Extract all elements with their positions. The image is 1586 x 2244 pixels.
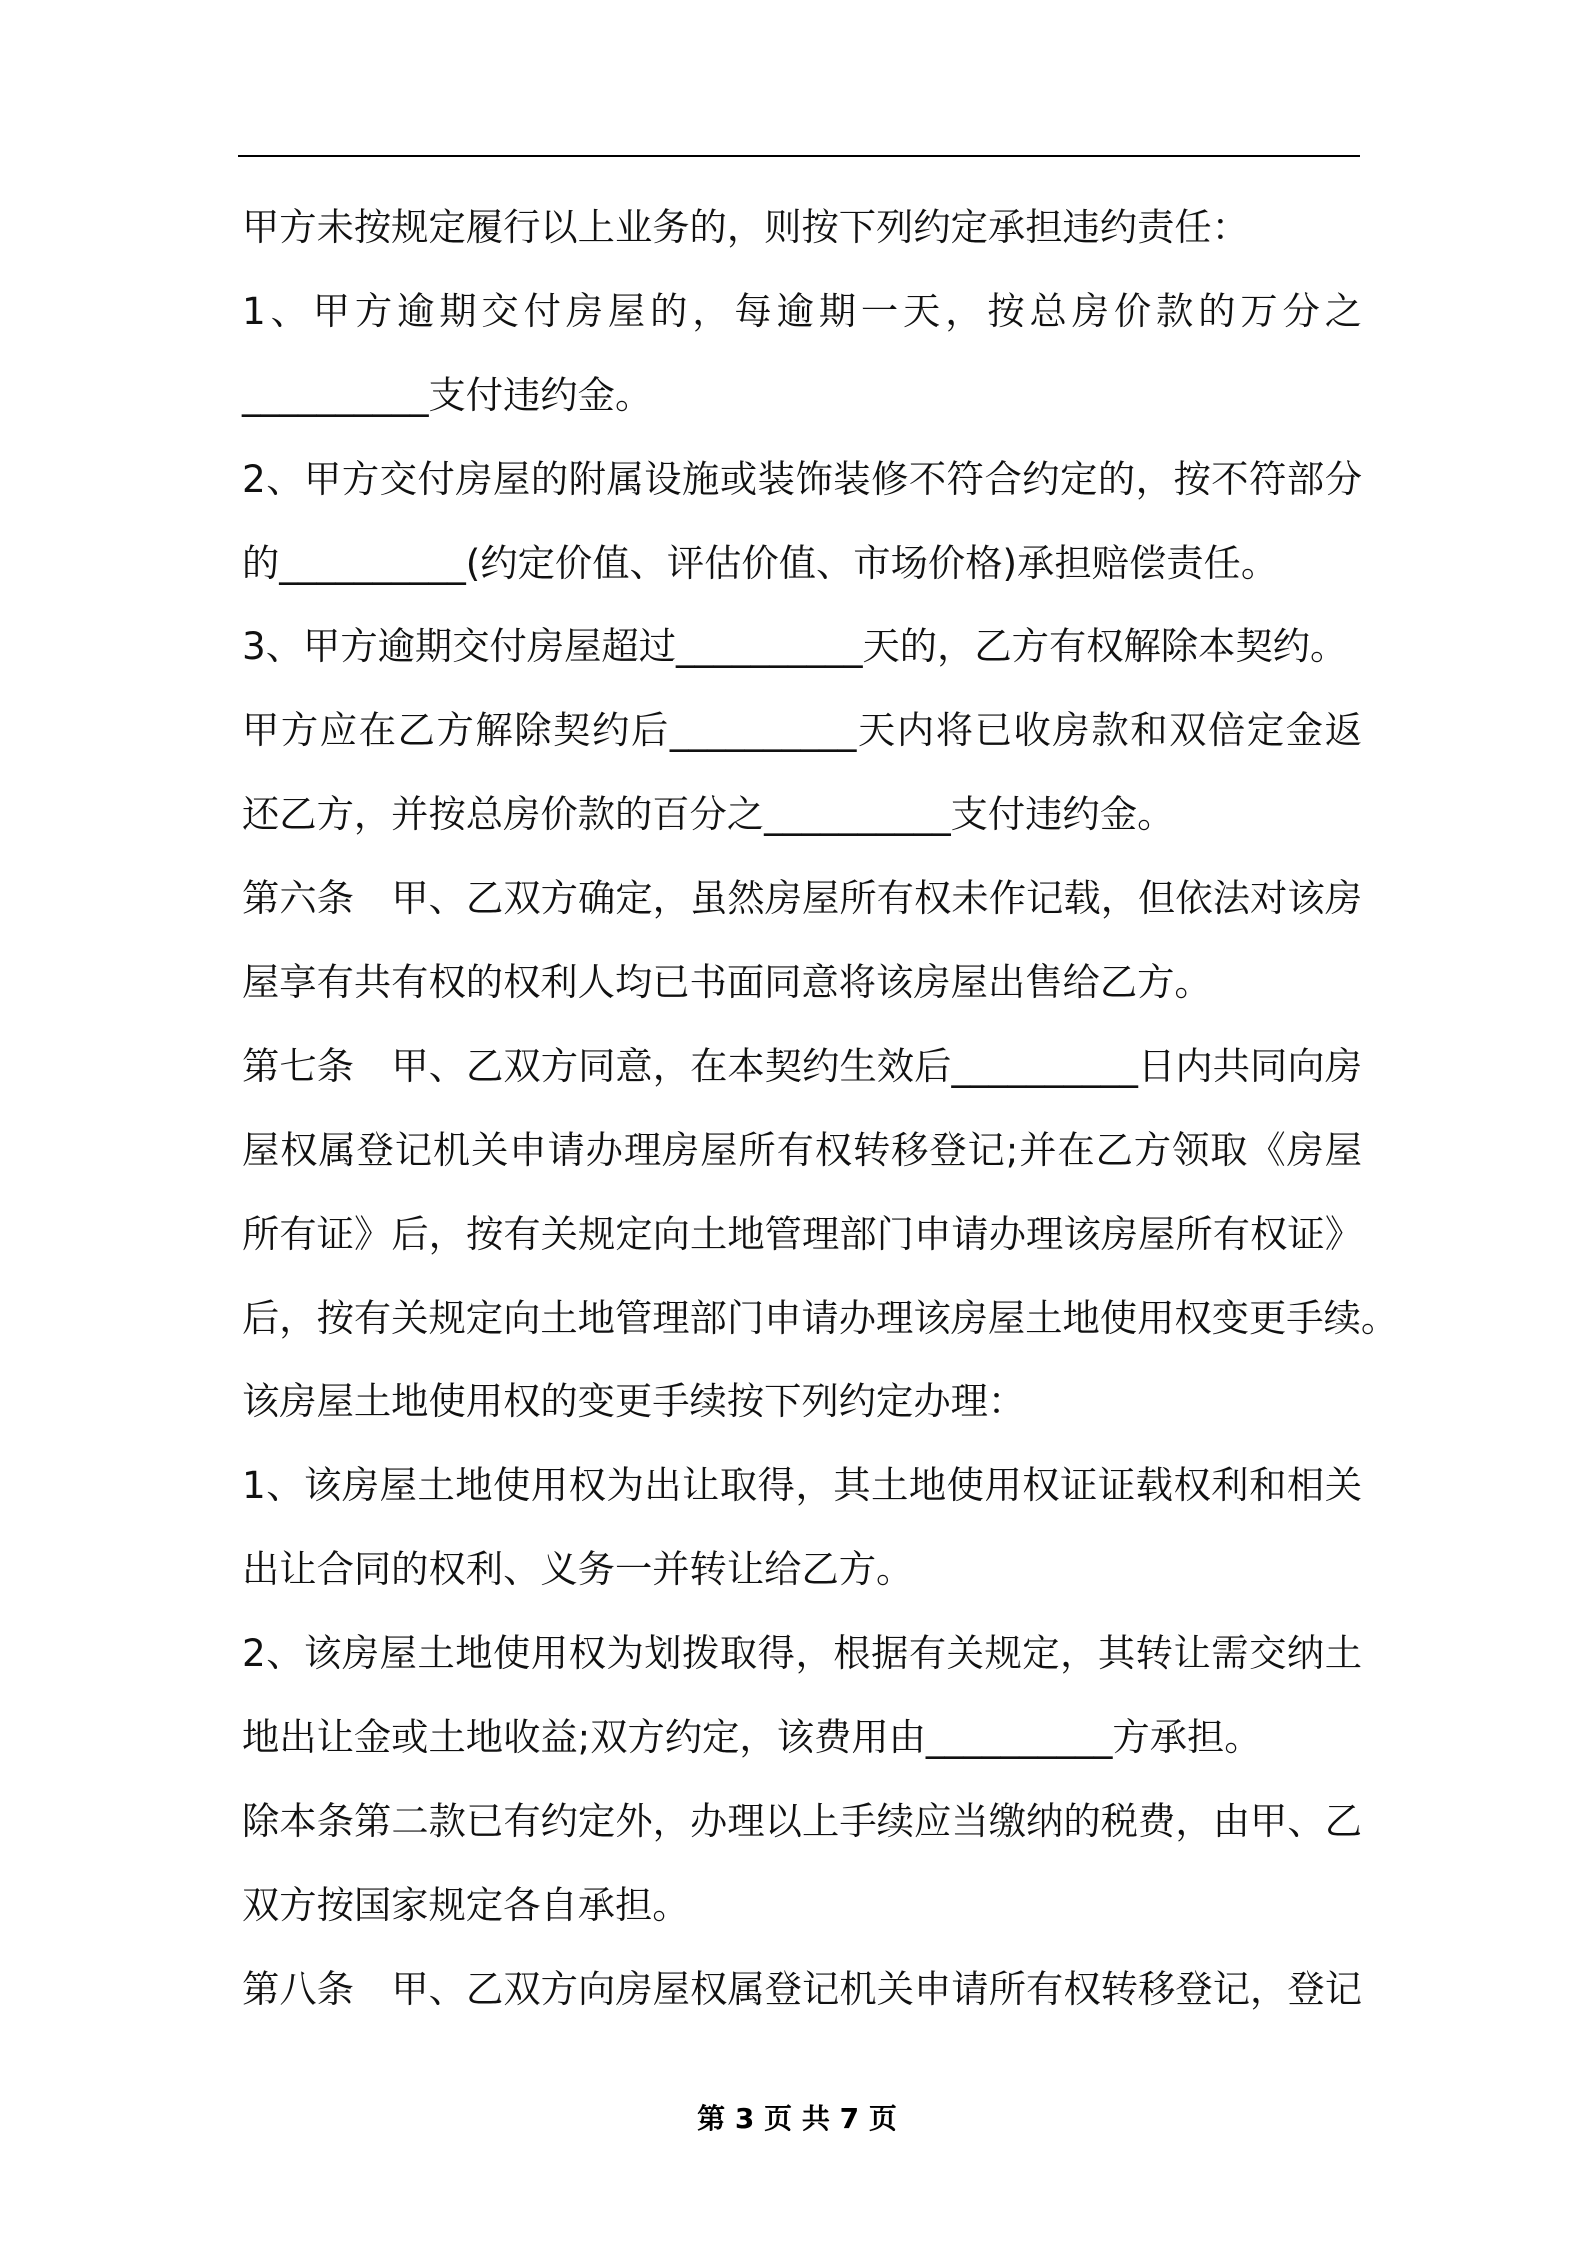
header-rule [238,155,1360,157]
text-line: 甲方未按规定履行以上业务的，则按下列约定承担违约责任： [242,205,1250,249]
text-line: 除本条第二款已有约定外，办理以上手续应当缴纳的税费，由甲、乙 [242,1798,1362,1843]
paragraph [242,1612,1362,1780]
paragraph [242,857,1362,1025]
text-line: 第七条 甲、乙双方同意，在本契约生效后__________日内共同向房 [242,1043,1362,1088]
paragraph [242,1444,1362,1612]
paragraph [242,438,1362,606]
text-line: 第八条 甲、乙双方向房屋权属登记机关申请所有权转移登记，登记 [242,1966,1362,2011]
text-line: 2、该房屋土地使用权为划拨取得，根据有关规定，其转让需交纳土 [242,1631,1362,1676]
paragraph [242,605,1362,689]
text-line: 出让合同的权利、义务一并转让给乙方。 [242,1547,914,1592]
text-line: __________支付违约金。 [242,372,653,417]
text-line: 甲方应在乙方解除契约后__________天内将已收房款和双倍定金返 [242,708,1362,753]
text-line: 还乙方，并按总房价款的百分之__________支付违约金。 [242,792,1175,837]
paragraph [242,1025,1399,1361]
paragraph [242,1780,1362,1948]
text-line: 屋权属登记机关申请办理房屋所有权转移登记;并在乙方领取《房屋 [242,1127,1362,1172]
paragraph [242,1948,1362,2032]
text-line: 屋享有共有权的权利人均已书面同意将该房屋出售给乙方。 [242,960,1212,1005]
text-line: 该房屋土地使用权的变更手续按下列约定办理： [242,1379,1026,1424]
text-line: 后，按有关规定向土地管理部门申请办理该房屋土地使用权变更手续。 [242,1295,1399,1340]
text-line: 2、甲方交付房屋的附属设施或装饰装修不符合约定的，按不符部分 [242,456,1362,501]
paragraph [242,270,1362,438]
page-number-footer: 第 3 页 共 7 页 [697,2102,897,2135]
text-line: 双方按国家规定各自承担。 [242,1882,690,1927]
text-line: 3、甲方逾期交付房屋超过__________天的，乙方有权解除本契约。 [242,624,1348,669]
text-line: 所有证》后，按有关规定向土地管理部门申请办理该房屋所有权证》 [242,1211,1362,1256]
text-line: 的__________(约定价值、评估价值、市场价格)承担赔偿责任。 [242,540,1279,585]
paragraph [242,689,1362,857]
paragraph [242,1360,1362,1444]
text-line: 1、甲方逾期交付房屋的，每逾期一天，按总房价款的万分之 [242,288,1362,333]
text-line: 地出让金或土地收益;双方约定，该费用由__________方承担。 [242,1715,1262,1760]
document-body [242,186,1399,2032]
paragraph [242,186,1362,270]
text-line: 第六条 甲、乙双方确定，虽然房屋所有权未作记载，但依法对该房 [242,876,1362,921]
text-line: 1、该房屋土地使用权为出让取得，其土地使用权证证载权利和相关 [242,1463,1362,1508]
